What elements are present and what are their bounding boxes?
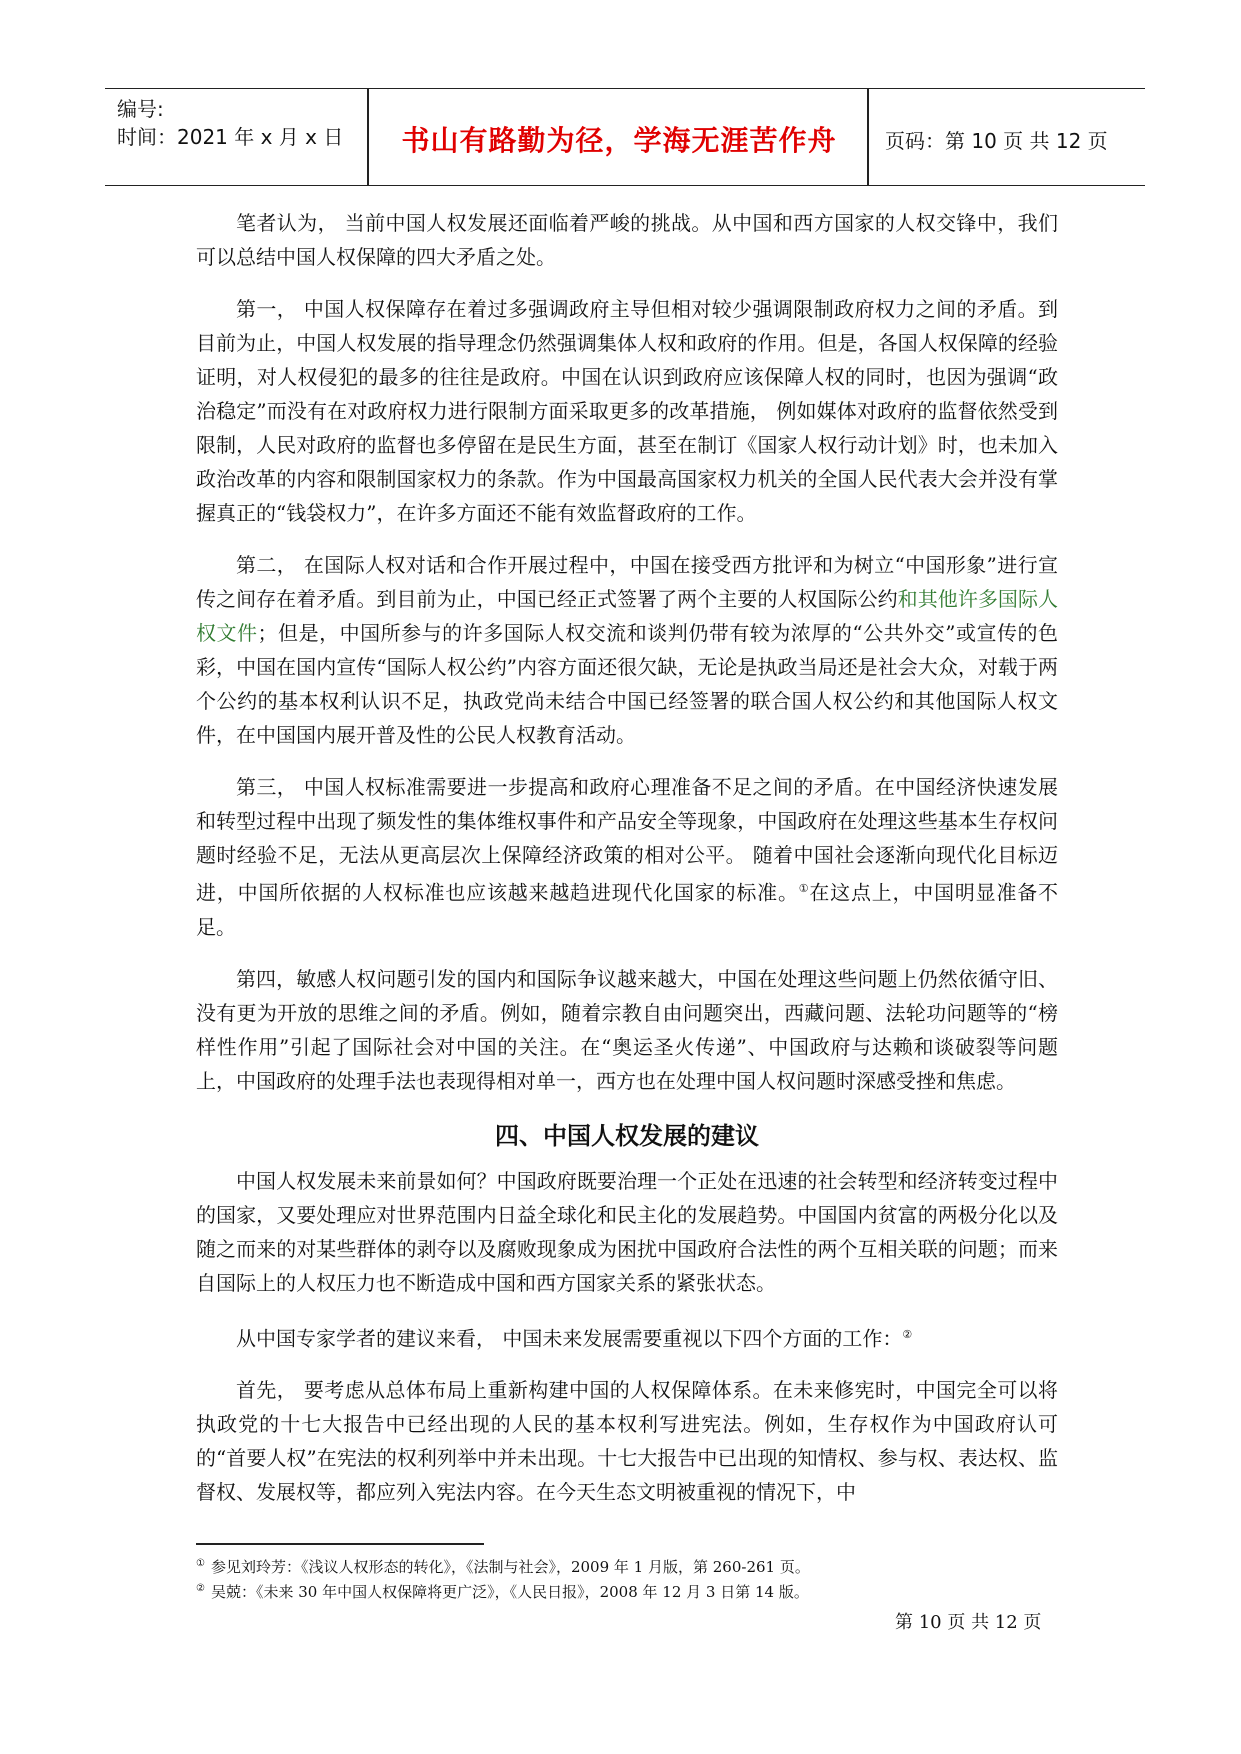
header-page-info: 页码：第 10 页 共 12 页 [885, 129, 1108, 153]
section-heading: 四、中国人权发展的建议 [495, 1121, 759, 1150]
paragraph-first-contradiction: 第一， 中国人权保障存在着过多强调政府主导但相对较少强调限制政府权力之间的矛盾。到目前为止，中国人权发展的指导理念仍然强调集体人权和政府的作用。但是，各国人权保障的经验证明，对人权侵犯的最多的往往是政府。中国在认识到政府应该保障人权的同时，也因为强调“政治稳定”而没有在对政府权力进行限制方面采取更多的改革措施， 例如媒体对政府的监督依然受到限制，人民对政府的监督也多停留在是民生方面，甚至在制订《国家人权行动计划》时，也未加入政治改革的内容和限制国家权力的条款。作为中国最高国家权力机关的全国人民代表大会并没有掌握真正的“钱袋权力”，在许多方面还不能有效监督政府的工作。 [196, 297, 1058, 525]
page-footer: 第 10 页 共 12 页 [895, 1612, 1042, 1633]
paragraph-experts [196, 1318, 1058, 1356]
footnote-ref-1[interactable]: ① [798, 882, 810, 895]
time-label: 时间：2021 年 x 月 x 日 [117, 125, 344, 149]
text-run: 在这点上，中国明显准备不足。 [196, 880, 1059, 939]
footnote-mark: ① [196, 1558, 205, 1569]
footnote-separator [196, 1543, 484, 1545]
header-motto-cell [371, 89, 867, 185]
footnotes [196, 1553, 1096, 1603]
number-label: 编号: [117, 97, 164, 121]
footnote-text: 参见刘玲芳：《浅议人权形态的转化》，《法制与社会》，2009 年 1 月版，第 260-261 页。 [210, 1558, 810, 1576]
footnote-mark: ② [196, 1583, 205, 1594]
paragraph-intro: 笔者认为， 当前中国人权发展还面临着严峻的挑战。从中国和西方国家的人权交锋中，我们可以总结中国人权保障的四大矛盾之处。 [196, 211, 1058, 269]
text-run: ；但是，中国所参与的许多国际人权交流和谈判仍带有较为浓厚的“公共外交”或宣传的色彩，中国在国内宣传“国际人权公约”内容方面还很欠缺，无论是执政当局还是社会大众，对载于两个公约的基本权利认识不足，执政党尚未结合中国已经签署的联合国人权公约和其他国际人权文件，在中国国内展开普及性的公民人权教育活动。 [196, 621, 1059, 747]
header-page-cell [871, 89, 1145, 185]
footnote-item [196, 1553, 1096, 1578]
header-divider-left [367, 89, 369, 185]
paragraph-first-suggestion: 首先， 要考虑从总体布局上重新构建中国的人权保障体系。在未来修宪时，中国完全可以将执政党的十七大报告中已经出现的人民的基本权利写进宪法。例如，生存权作为中国政府认可的“首要人权”在宪法的权利列举中并未出现。十七大报告中已出现的知情权、参与权、表达权、监督权、发展权等，都应列入宪法内容。在今天生态文明被重视的情况下，中 [196, 1378, 1058, 1505]
paragraph-third-contradiction [196, 770, 1058, 944]
page-header [105, 88, 1145, 186]
highlighted-text: 和其他许多国际人权文件 [196, 587, 1059, 645]
text-run: 第三， 中国人权标准需要进一步提高和政府心理准备不足之间的矛盾。在中国经济快速发展和转型过程中出现了频发性的集体维权事件和产品安全等现象，中国政府在处理这些基本生存权问题时经验不足，无法从更高层次上保障经济政策的相对公平。 随着中国社会逐渐向现代化目标迈进，中国所依据的人权标准也应该越来越趋进现代化国家的标准。 [196, 775, 1058, 905]
paragraph-outlook: 中国人权发展未来前景如何？中国政府既要治理一个正处在迅速的社会转型和经济转变过程中的国家，又要处理应对世界范围内日益全球化和民主化的发展趋势。中国国内贫富的两极分化以及随之而来的对某些群体的剥夺以及腐败现象成为困扰中国政府合法性的两个互相关联的问题；而来自国际上的人权压力也不断造成中国和西方国家关系的紧张状态。 [196, 1168, 1058, 1295]
paragraph-fourth-contradiction: 第四，敏感人权问题引发的国内和国际争议越来越大，中国在处理这些问题上仍然依循守旧、没有更为开放的思维之间的矛盾。例如，随着宗教自由问题突出，西藏问题、法轮功问题等的“榜样性作用”引起了国际社会对中国的关注。在“奥运圣火传递”、中国政府与达赖和谈破裂等问题上，中国政府的处理手法也表现得相对单一，西方也在处理中国人权问题时深感受挫和焦虑。 [196, 966, 1058, 1093]
footnote-text: 吴兢：《未来 30 年中国人权保障将更广泛》，《人民日报》，2008 年 12 月 3 日第 14 版。 [210, 1583, 809, 1601]
text-run: 从中国专家学者的建议来看， 中国未来发展需要重视以下四个方面的工作： [236, 1326, 903, 1351]
header-motto: 书山有路勤为径，学海无涯苦作舟 [401, 124, 837, 157]
footnote-ref-2[interactable]: ② [902, 1327, 913, 1341]
footnote-item [196, 1578, 1096, 1603]
document-body [196, 206, 1058, 1527]
header-divider-right [867, 89, 869, 185]
text-run: 第二， 在国际人权对话和合作开展过程中，中国在接受西方批评和为树立“中国形象”进行宣传之间存在着矛盾。到目前为止，中国已经正式签署了两个主要的人权国际公约 [196, 553, 1058, 611]
paragraph-second-contradiction [196, 548, 1058, 752]
header-meta [117, 89, 369, 185]
